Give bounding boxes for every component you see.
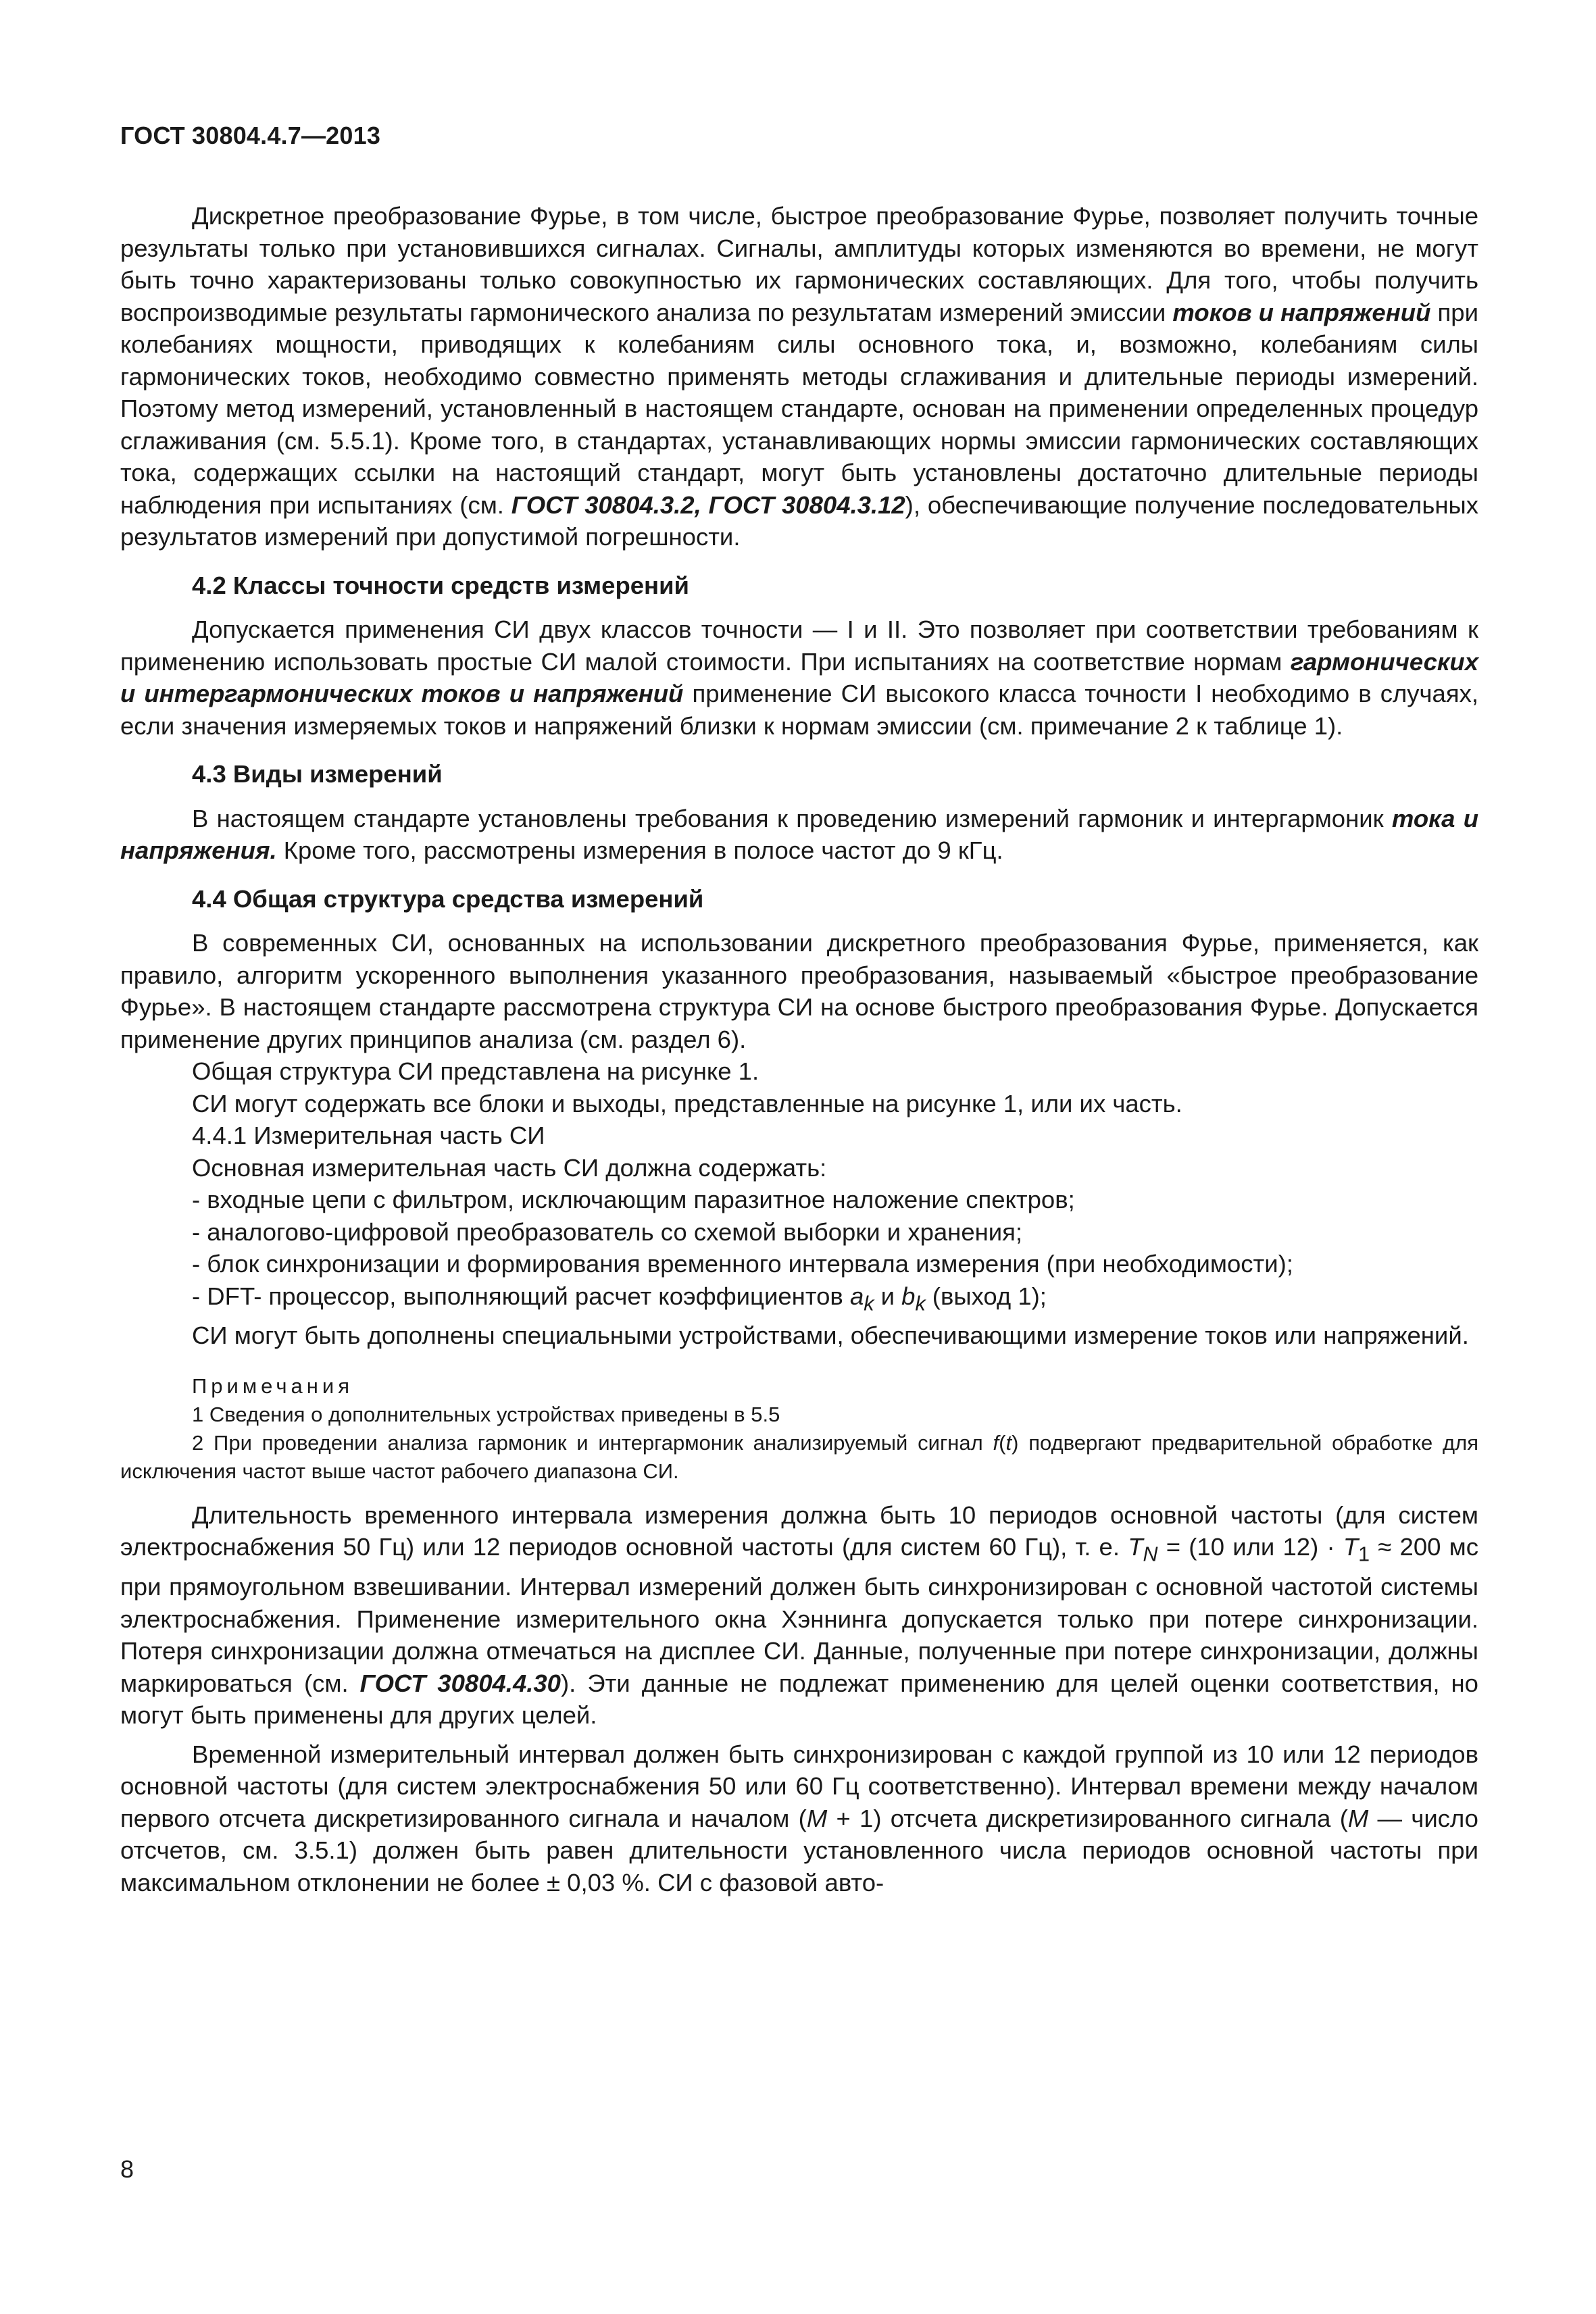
math-subscript: k <box>915 1291 926 1315</box>
notes-block <box>120 1372 1478 1486</box>
section-heading-4-4: 4.4 Общая структура средства измерений <box>192 884 704 913</box>
section-4-4-paragraph-1: В современных СИ, основанных на использовании дискретного преобразования Фурье, применяется, как правило, алгоритм ускоренного выполнения указанного преобразования, называемый «быстрое преобразование Фурье». В настоящем стандарте рассмотрена структура СИ на основе быстрого преобразования Фурье. Допускается применение других принципов анализа (см. раздел 6). <box>120 929 1478 1053</box>
intro-paragraph <box>120 200 1478 553</box>
note-1: 1 Сведения о дополнительных устройствах приведены в 5.5 <box>192 1402 780 1426</box>
math-symbol: M <box>1347 1804 1369 1832</box>
list-item: - аналогово-цифровой преобразователь со схемой выборки и хранения; <box>192 1217 1023 1246</box>
emphasis-text: тока и напряжения. <box>120 804 1478 864</box>
list-item: - входные цепи с фильтром, исключающим паразитное наложение спектров; <box>192 1186 1075 1213</box>
section-4-4-paragraph-2: Общая структура СИ представлена на рисунке 1. <box>192 1057 759 1085</box>
math-subscript: 1 <box>1358 1542 1370 1566</box>
list-item: - блок синхронизации и формирования временного интервала измерения (при необходимости); <box>192 1250 1293 1278</box>
section-4-2-paragraph <box>120 613 1478 742</box>
emphasis-text: токов и напряжений <box>1172 298 1431 326</box>
text-run: В настоящем стандарте установлены требования к проведению измерений гармоник и интергармоник <box>192 804 1392 832</box>
interval-paragraph <box>120 1499 1478 1732</box>
subsection-4-4-1-title: 4.4.1 Измерительная часть СИ <box>192 1122 545 1149</box>
text-run: при колебаниях мощности, приводящих к колебаниям силы основного тока, и, возможно, колебаниям силы гармонических токов, необходимо совместно применять методы сглаживания и длительные периоды измерений. Поэтому метод измерений, установленный в настоящем стандарте, основан на применении определенных процедур сглаживания (см. 5.5.1). Кроме того, в стандартах, устанавливающих нормы эмиссии гармонических составляющих тока, содержащих ссылки на настоящий стандарт, могут быть установлены достаточно длительные периоды наблюдения при испытаниях (см. <box>120 298 1478 519</box>
text-run: ≈ 200 мс при прямоугольном взвешивании. Интервал измерений должен быть синхронизирован с основной частотой системы электроснабжения. Применение измерительного окна Хэннинга допускается только при потере синхронизации. Потеря синхронизации должна отмечаться на дисплее СИ. Данные, полученные при потере синхронизации, должны маркироваться (см. <box>120 1533 1478 1697</box>
document-body <box>120 200 1478 1898</box>
text-run: + 1) отсчета дискретизированного сигнала ( <box>827 1804 1348 1832</box>
text-run: — число отсчетов, см. 3.5.1) должен быть равен длительности установленного числа периодов основной частоты при максимальном отклонении не более ± 0,03 %. СИ с фазовой авто- <box>120 1804 1478 1896</box>
math-subscript: k <box>864 1291 874 1315</box>
math-symbol: a <box>849 1282 864 1310</box>
text-run: Кроме того, рассмотрены измерения в полосе частот до 9 кГц. <box>276 836 1003 864</box>
text-run: ), обеспечивающие получение последовательных результатов измерений при допустимой погрешности. <box>120 491 1478 551</box>
list-item <box>120 1280 1478 1320</box>
math-subscript: N <box>1143 1542 1158 1566</box>
text-run: (выход 1); <box>925 1282 1047 1310</box>
text-run: Длительность временного интервала измерения должна быть 10 периодов основной частоты (для систем электроснабжения 50 Гц) или 12 периодов основной частоты (для систем 60 Гц), т. е. <box>120 1501 1478 1561</box>
notes-title: Примечания <box>192 1374 353 1398</box>
section-heading-4-2: 4.2 Классы точности средств измерений <box>192 571 689 599</box>
emphasis-text: гармонических и интергармонических токов и напряжений <box>120 647 1478 707</box>
text-run: Временной измерительный интервал должен быть синхронизирован с каждой группой из 10 или 12 периодов основной частоты (для систем электроснабжения 50 или 60 Гц соответственно). Интервал времени между началом первого отсчета дискретизированного сигнала и началом ( <box>120 1740 1478 1832</box>
section-heading-4-3: 4.3 Виды измерений <box>192 760 443 788</box>
standard-reference: ГОСТ 30804.4.30 <box>359 1669 561 1697</box>
section-4-4-paragraph-3: СИ могут содержать все блоки и выходы, представленные на рисунке 1, или их часть. <box>192 1089 1182 1117</box>
math-symbol: b <box>901 1282 916 1310</box>
text-run: ) <box>1012 1430 1019 1455</box>
document-header: ГОСТ 30804.4.7—2013 <box>120 122 381 149</box>
text-run: 2 При проведении анализа гармоник и интергармоник анализируемый сигнал <box>192 1430 993 1455</box>
text-run: = (10 или 12) · <box>1157 1533 1343 1561</box>
section-4-3-paragraph <box>120 803 1478 867</box>
standard-reference: ГОСТ 30804.3.2, ГОСТ 30804.3.12 <box>511 491 905 519</box>
math-symbol: T <box>1343 1533 1359 1561</box>
sync-paragraph <box>120 1738 1478 1899</box>
text-run: - DFT- процессор, выполняющий расчет коэффициентов <box>192 1282 850 1310</box>
section-4-4-paragraph-5: Основная измерительная часть СИ должна содержать: <box>192 1153 827 1182</box>
text-run: ( <box>999 1430 1006 1455</box>
section-4-4-paragraph-6: СИ могут быть дополнены специальными устройствами, обеспечивающими измерение токов или напряжений. <box>192 1322 1469 1350</box>
math-symbol: f <box>993 1430 999 1455</box>
note-2 <box>120 1429 1478 1486</box>
text-run: ). Эти данные не подлежат применению для целей оценки соответствия, но могут быть применены для других целей. <box>120 1669 1478 1730</box>
math-symbol: M <box>806 1804 828 1832</box>
text-run: подвергают предварительной обработке для исключения частот выше частот рабочего диапазона СИ. <box>120 1430 1478 1483</box>
text-run: и <box>874 1282 902 1310</box>
math-symbol: T <box>1128 1533 1143 1561</box>
page-number: 8 <box>120 2155 134 2183</box>
text-run: Допускается применения СИ двух классов точности — I и II. Это позволяет при соответствии требованиям к применению использовать простые СИ малой стоимости. При испытаниях на соответствие нормам <box>120 615 1478 676</box>
math-symbol: t <box>1005 1430 1012 1455</box>
text-run: применение СИ высокого класса точности I необходимо в случаях, если значения измеряемых токов и напряжений близки к нормам эмиссии (см. примечание 2 к таблице 1). <box>120 680 1478 740</box>
text-run: Дискретное преобразование Фурье, в том числе, быстрое преобразование Фурье, позволяет получить точные результаты только при установившихся сигналах. Сигналы, амплитуды которых изменяются во времени, не могут быть точно характеризованы только совокупностью их гармонических составляющих. Для того, чтобы получить воспроизводимые результаты гармонического анализа по результатам измерений эмиссии <box>120 202 1478 326</box>
